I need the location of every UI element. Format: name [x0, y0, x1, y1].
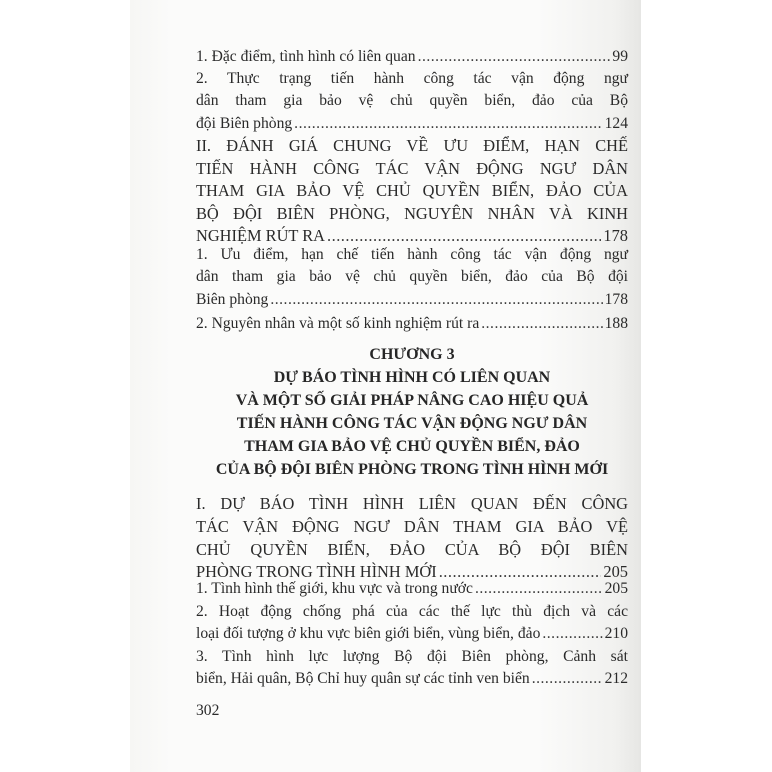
toc-entry-page: 188 [604, 315, 628, 332]
toc-section-line: TIẾN HÀNH CÔNG TÁC VẬN ĐỘNG NGƯ DÂN [196, 159, 628, 178]
toc-section-line: BỘ ĐỘI BIÊN PHÒNG, NGUYÊN NHÂN VÀ KINH [196, 204, 628, 223]
dot-leader [475, 578, 603, 600]
toc-entry-page: 212 [604, 670, 628, 687]
toc-section-line: I. DỰ BÁO TÌNH HÌNH LIÊN QUAN ĐẾN CÔNG [196, 494, 628, 513]
chapter-title-line: THAM GIA BẢO VỆ CHỦ QUYỀN BIỂN, ĐẢO [244, 438, 580, 455]
dot-leader [532, 668, 603, 690]
dot-leader [418, 46, 611, 68]
toc-section-line: CHỦ QUYỀN BIỂN, ĐẢO CỦA BỘ ĐỘI BIÊN [196, 540, 628, 559]
toc-entry [196, 313, 628, 335]
toc-section-line: TÁC VẬN ĐỘNG NGƯ DÂN THAM GIA BẢO VỆ [196, 517, 628, 536]
toc-section-line: THAM GIA BẢO VỆ CHỦ QUYỀN BIỂN, ĐẢO CỦA [196, 181, 628, 200]
toc-entry-title: 2. Nguyên nhân và một số kinh nghiệm rút ra [196, 315, 480, 332]
toc-entry-page: 178 [604, 291, 628, 308]
toc-entry [196, 46, 628, 68]
toc-entry-page: 205 [604, 580, 628, 597]
toc-entry-line: dân tham gia bảo vệ chủ quyền biển, đảo của Bộ [196, 92, 628, 109]
toc-entry-page: 99 [612, 48, 628, 65]
toc-entry-line: dân tham gia bảo vệ chủ quyền biển, đảo của Bộ đội [196, 268, 628, 285]
toc-entry-line: 2. Thực trạng tiến hành công tác vận động ngư [196, 70, 628, 87]
toc-entry-page: 124 [604, 115, 628, 132]
book-page [130, 0, 641, 772]
chapter-label: CHƯƠNG 3 [369, 346, 455, 363]
dot-leader [294, 113, 602, 135]
chapter-title-line: VÀ MỘT SỐ GIẢI PHÁP NÂNG CAO HIỆU QUẢ [235, 392, 589, 409]
chapter-title-line: DỰ BÁO TÌNH HÌNH CÓ LIÊN QUAN [273, 369, 551, 386]
toc-entry-title: biển, Hải quân, Bộ Chỉ huy quân sự các tỉnh ven biển [196, 670, 530, 687]
toc-entry-line: 3. Tình hình lực lượng Bộ đội Biên phòng, Cảnh sát [196, 648, 628, 665]
toc-entry-title: Biên phòng [196, 291, 269, 308]
toc-entry [196, 623, 628, 645]
dot-leader [481, 313, 602, 335]
toc-section-line: II. ĐÁNH GIÁ CHUNG VỀ ƯU ĐIỂM, HẠN CHẾ [196, 136, 628, 155]
toc-entry-title: loại đối tượng ở khu vực biên giới biển, vùng biển, đảo [196, 625, 541, 642]
toc-entry [196, 578, 628, 600]
chapter-title-line: CỦA BỘ ĐỘI BIÊN PHÒNG TRONG TÌNH HÌNH MỚI [215, 461, 609, 478]
toc-entry-title: 1. Đặc điểm, tình hình có liên quan [196, 48, 416, 65]
toc-entry-title: đội Biên phòng [196, 115, 293, 132]
toc-entry [196, 113, 628, 135]
toc-section-page: 178 [603, 226, 628, 245]
toc-entry-line: 2. Hoạt động chống phá của các thế lực thù địch và các [196, 603, 628, 620]
toc-entry-line: 1. Ưu điểm, hạn chế tiến hành công tác vận động ngư [196, 246, 628, 263]
toc-entry [196, 668, 628, 690]
page-number: 302 [196, 702, 220, 719]
toc-entry [196, 289, 628, 311]
toc-section-title: PHÒNG TRONG TÌNH HÌNH MỚI [196, 562, 437, 581]
dot-leader [542, 623, 602, 645]
toc-entry-page: 210 [604, 625, 628, 642]
toc-entry-title: 1. Tình hình thế giới, khu vực và trong nước [196, 580, 473, 597]
chapter-title-line: TIẾN HÀNH CÔNG TÁC VẬN ĐỘNG NGƯ DÂN [236, 415, 588, 432]
toc-section-title: NGHIỆM RÚT RA [196, 226, 326, 245]
dot-leader [270, 289, 602, 311]
toc-section-page: 205 [603, 562, 628, 581]
